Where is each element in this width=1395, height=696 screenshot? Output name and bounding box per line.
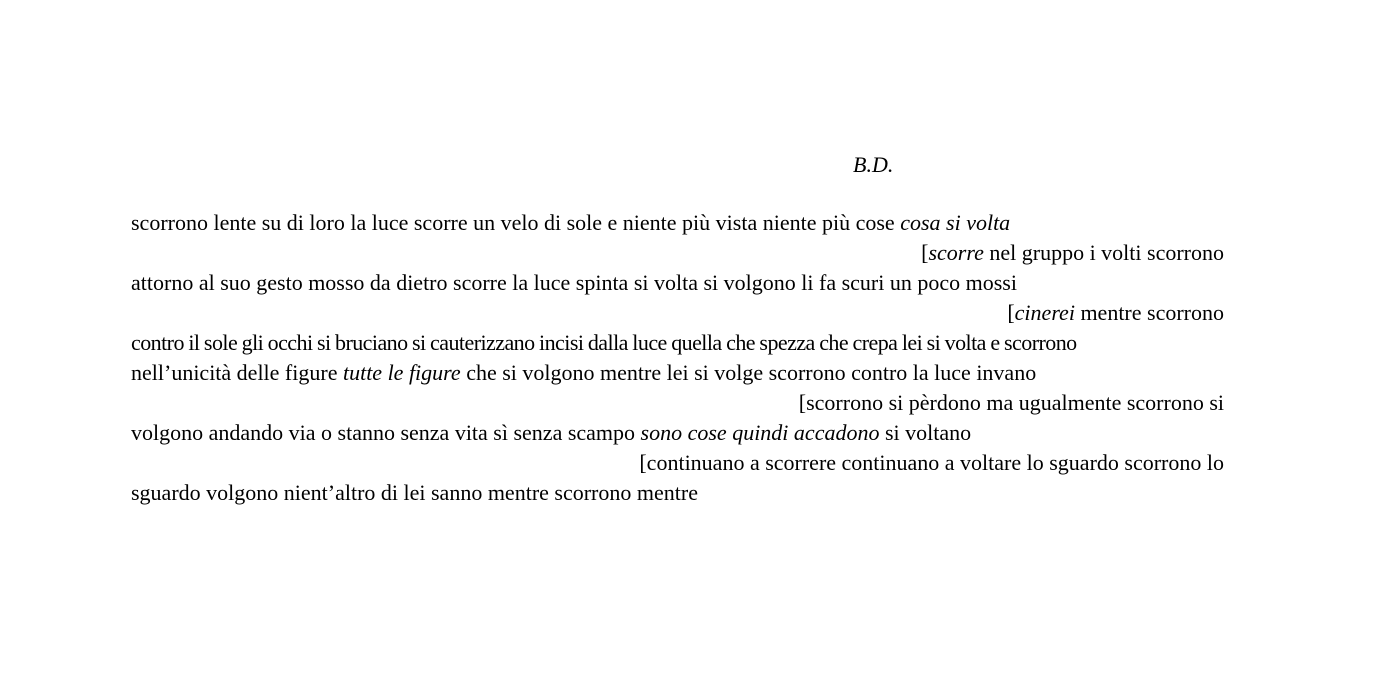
- text-segment: [scorrono si pèrdono ma ugualmente scorrono si: [798, 390, 1224, 415]
- text-segment: mentre scorrono: [1074, 300, 1224, 325]
- poem-line: [131, 328, 1224, 358]
- italic-text: sono cose quindi accadono: [640, 420, 880, 445]
- italic-text: tutte le figure: [342, 360, 461, 385]
- text-segment: volgono andando via o stanno senza vita sì senza scampo: [131, 420, 641, 445]
- poem-line: [131, 478, 1224, 508]
- text-segment: che si volgono mentre lei si volge scorrono contro la luce invano: [460, 360, 1037, 385]
- text-segment: si voltano: [879, 420, 972, 445]
- poem-line: [131, 238, 1224, 268]
- text-segment: contro il sole gli occhi si bruciano si cauterizzano incisi dalla luce quella che spezza che crepa lei si volta e scorrono: [131, 330, 1077, 355]
- poem-heading: B.D.: [853, 152, 894, 177]
- poem-line: [131, 208, 1224, 238]
- poem-line: [131, 358, 1224, 388]
- text-segment: scorrono lente su di loro la luce scorre un velo di sole e niente più vista niente più cose: [131, 210, 901, 235]
- text-segment: [: [1007, 300, 1015, 325]
- text-segment: [: [921, 240, 929, 265]
- text-segment: nell’unicità delle figure: [131, 360, 343, 385]
- poem-line: [131, 268, 1224, 298]
- text-segment: [continuano a scorrere continuano a voltare lo sguardo scorrono lo: [639, 450, 1224, 475]
- poem-line: [131, 298, 1224, 328]
- text-segment: attorno al suo gesto mosso da dietro scorre la luce spinta si volta si volgono li fa scuri un poco mossi: [131, 270, 1017, 295]
- poem-body: [131, 208, 1224, 508]
- italic-text: scorre: [928, 240, 984, 265]
- text-segment: sguardo volgono nient’altro di lei sanno mentre scorrono mentre: [131, 480, 698, 505]
- poem-line: [131, 448, 1224, 478]
- italic-text: cosa si volta: [900, 210, 1011, 235]
- poem-line: [131, 388, 1224, 418]
- poem-line: [131, 418, 1224, 448]
- italic-text: cinerei: [1014, 300, 1075, 325]
- text-segment: nel gruppo i volti scorrono: [983, 240, 1224, 265]
